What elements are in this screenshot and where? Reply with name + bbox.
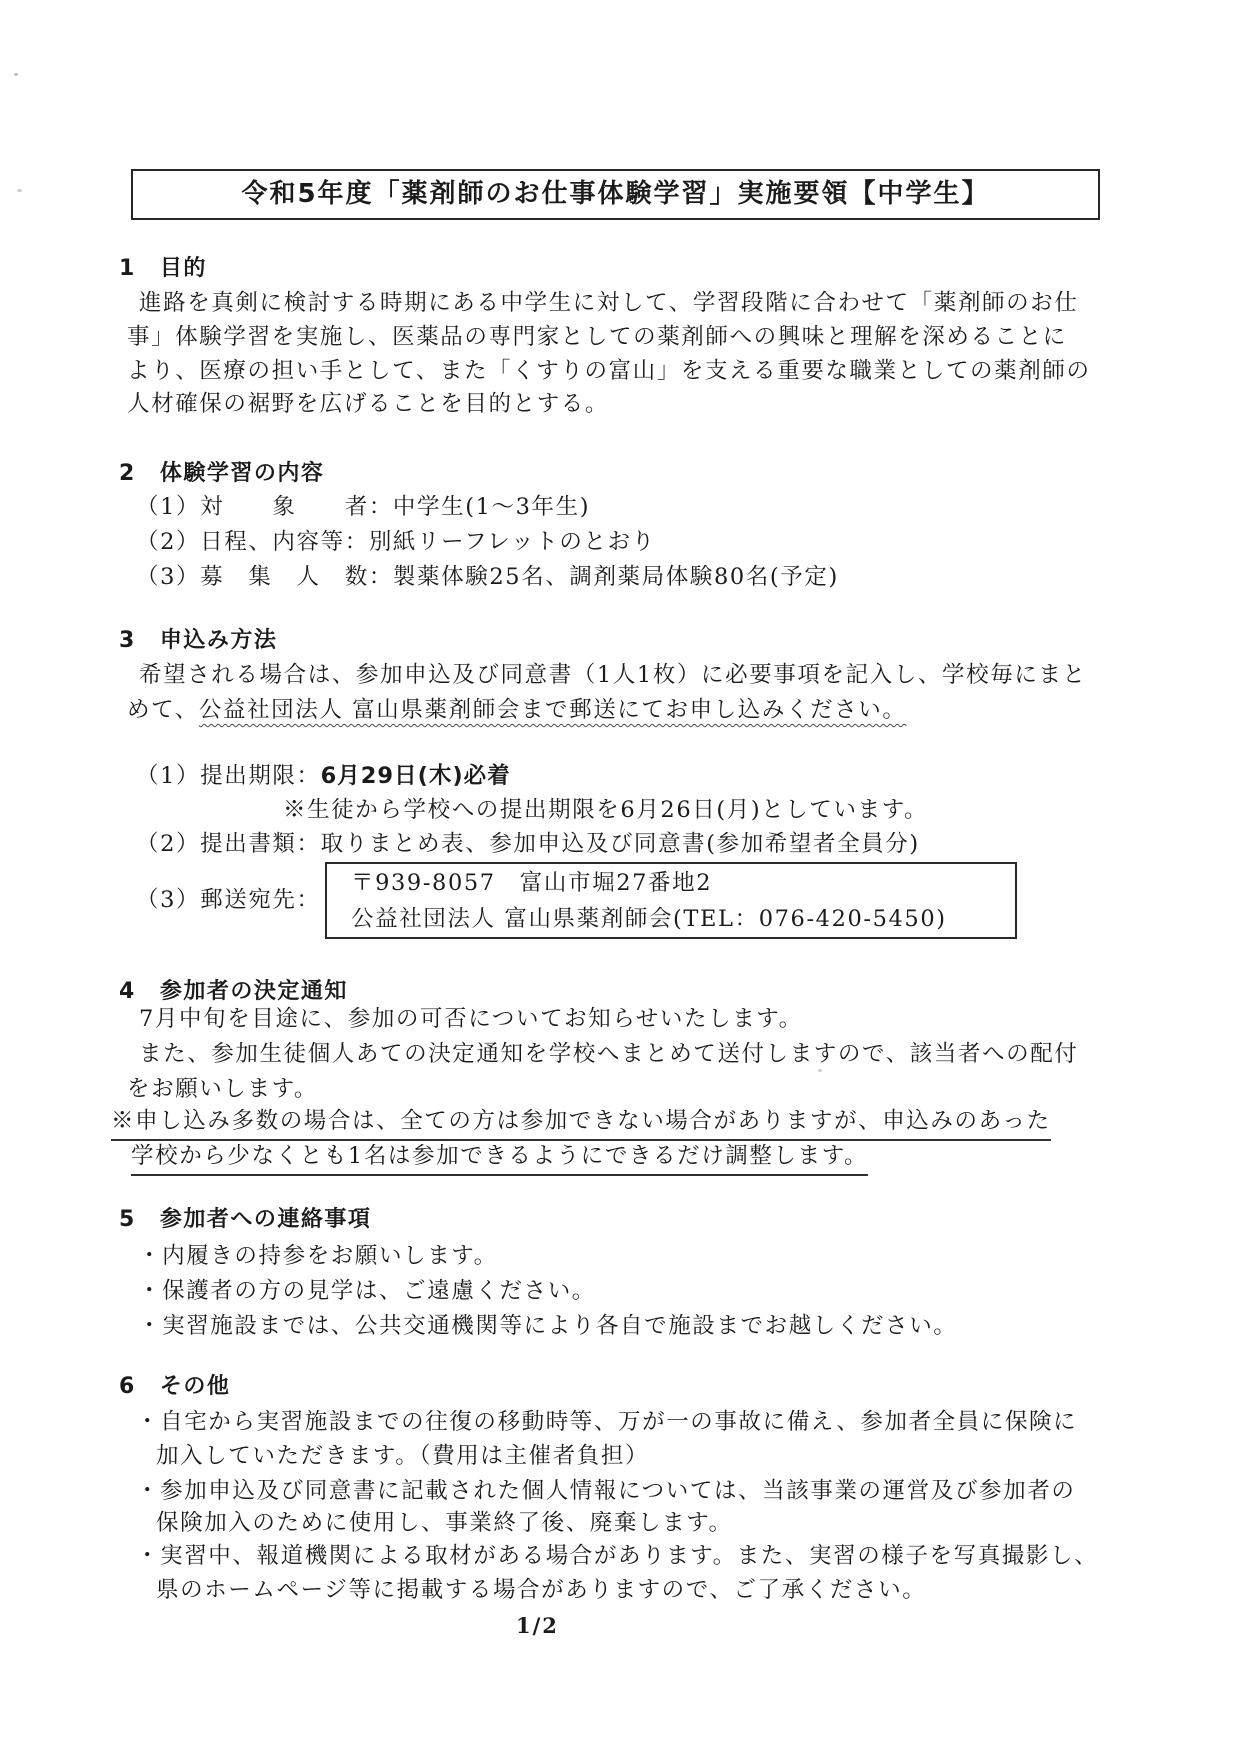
- section-3-number: 3: [119, 628, 136, 653]
- document-title: 令和5年度「薬剤師のお仕事体験学習」実施要領【中学生】: [241, 179, 990, 209]
- section-5-number: 5: [119, 1207, 136, 1232]
- section-5-bullet: ・内履きの持参をお願いします。: [138, 1243, 498, 1269]
- address-line: 〒939-8057 富山市堀27番地2: [351, 870, 713, 896]
- section-5-title: 参加者への連絡事項: [159, 1207, 372, 1232]
- adjustment-note-text: 学校から少なくとも1名は参加できるようにできるだけ調整します。: [131, 1143, 868, 1176]
- scan-speck: [14, 73, 18, 76]
- deadline-label: （1）提出期限：: [136, 763, 321, 789]
- section-1-line: 進路を真剣に検討する時期にある中学生に対して、学習段階に合わせて「薬剤師のお仕: [139, 290, 1079, 316]
- section-5-bullet: ・実習施設までは、公共交通機関等により各自で施設までお越しください。: [138, 1313, 958, 1339]
- section-5-bullet: ・保護者の方の見学は、ご遠慮ください。: [138, 1278, 596, 1304]
- section-5-heading: [119, 1206, 371, 1234]
- section-1-line: 事」体験学習を実施し、医薬品の専門家としての薬剤師への興味と理解を深めることに: [127, 324, 1067, 350]
- section-4-title: 参加者の決定通知: [159, 979, 348, 1004]
- section-2-item: （2）日程、内容等：別紙リーフレットのとおり: [136, 529, 656, 555]
- section-6-number: 6: [119, 1374, 136, 1399]
- page-number: 1/2: [516, 1613, 559, 1638]
- section-3-item-deadline: [136, 762, 511, 790]
- section-3-intro-line: [127, 696, 907, 724]
- section-3-deadline-note: ※生徒から学校への提出期限を6月26日(月)としています。: [283, 797, 929, 823]
- section-4-note-line: [111, 1107, 1051, 1135]
- section-4-heading: [119, 978, 348, 1006]
- mailing-destination-emphasis: 公益社団法人 富山県薬剤師会まで郵送にてお申し込みください。: [198, 697, 907, 723]
- section-6-bullet-line: 保険加入のために使用し、事業終了後、廃棄します。: [156, 1510, 733, 1536]
- section-6-bullet-line: 加入していただきます。（費用は主催者負担）: [156, 1443, 650, 1469]
- section-6-bullet-line: ・自宅から実習施設までの往復の移動時等、万が一の事故に備え、参加者全員に保険に: [136, 1409, 1078, 1435]
- section-4-line: 7月中旬を目途に、参加の可否についてお知らせいたします。: [139, 1006, 803, 1032]
- section-6-bullet-line: ・参加申込及び同意書に記載された個人情報については、当該事業の運営及び参加者の: [136, 1478, 1076, 1504]
- section-6-title: その他: [159, 1374, 231, 1399]
- section-3-title: 申込み方法: [159, 628, 278, 653]
- section-2-title: 体験学習の内容: [159, 461, 325, 486]
- section-6-bullet-line: 県のホームページ等に掲載する場合がありますので、ご了承ください。: [156, 1577, 927, 1603]
- intro-plain-text: めて、: [127, 697, 199, 723]
- section-1-number: 1: [119, 256, 136, 281]
- address-line: 公益社団法人 富山県薬剤師会(TEL：076-420-5450): [351, 906, 947, 932]
- section-1-title: 目的: [159, 256, 207, 281]
- deadline-value: 6月29日(木)必着: [320, 763, 511, 789]
- section-2-heading: [119, 460, 324, 488]
- section-1-line: より、医療の担い手として、また「くすりの富山」を支える重要な職業としての薬剤師の: [127, 358, 1091, 384]
- section-4-line: をお願いします。: [127, 1076, 319, 1102]
- section-1-heading: [119, 255, 207, 283]
- section-3-item-documents: （2）提出書類：取りまとめ表、参加申込及び同意書(参加希望者全員分): [136, 831, 920, 857]
- section-1-line: 人材確保の裾野を広げることを目的とする。: [127, 391, 610, 417]
- section-3-heading: [119, 627, 277, 655]
- mailing-address-box: [325, 862, 1017, 939]
- section-2-item: （3）募 集 人 数：製薬体験25名、調剤薬局体験80名(予定): [136, 564, 839, 590]
- section-2-number: 2: [119, 461, 136, 486]
- scan-speck: [17, 189, 22, 192]
- section-6-heading: [119, 1373, 230, 1401]
- section-4-number: 4: [119, 979, 136, 1004]
- section-2-item: （1）対 象 者：中学生(1～3年生): [136, 494, 591, 520]
- section-6-bullet-line: ・実習中、報道機関による取材がある場合があります。また、実習の様子を写真撮影し、: [136, 1543, 1099, 1569]
- section-4-line: また、参加生徒個人あての決定通知を学校へまとめて送付しますので、該当者への配付: [139, 1041, 1079, 1067]
- scan-speck: [818, 1069, 822, 1072]
- section-3-intro-line: 希望される場合は、参加申込及び同意書（1人1枚）に必要事項を記入し、学校毎にまと: [139, 662, 1087, 688]
- section-3-item-address-label: （3）郵送宛先：: [136, 887, 321, 913]
- document-title-box: [131, 169, 1100, 220]
- section-4-note-line: [131, 1142, 868, 1170]
- adjustment-note-text: ※申し込み多数の場合は、全ての方は参加できない場合がありますが、申込みのあった: [111, 1108, 1051, 1141]
